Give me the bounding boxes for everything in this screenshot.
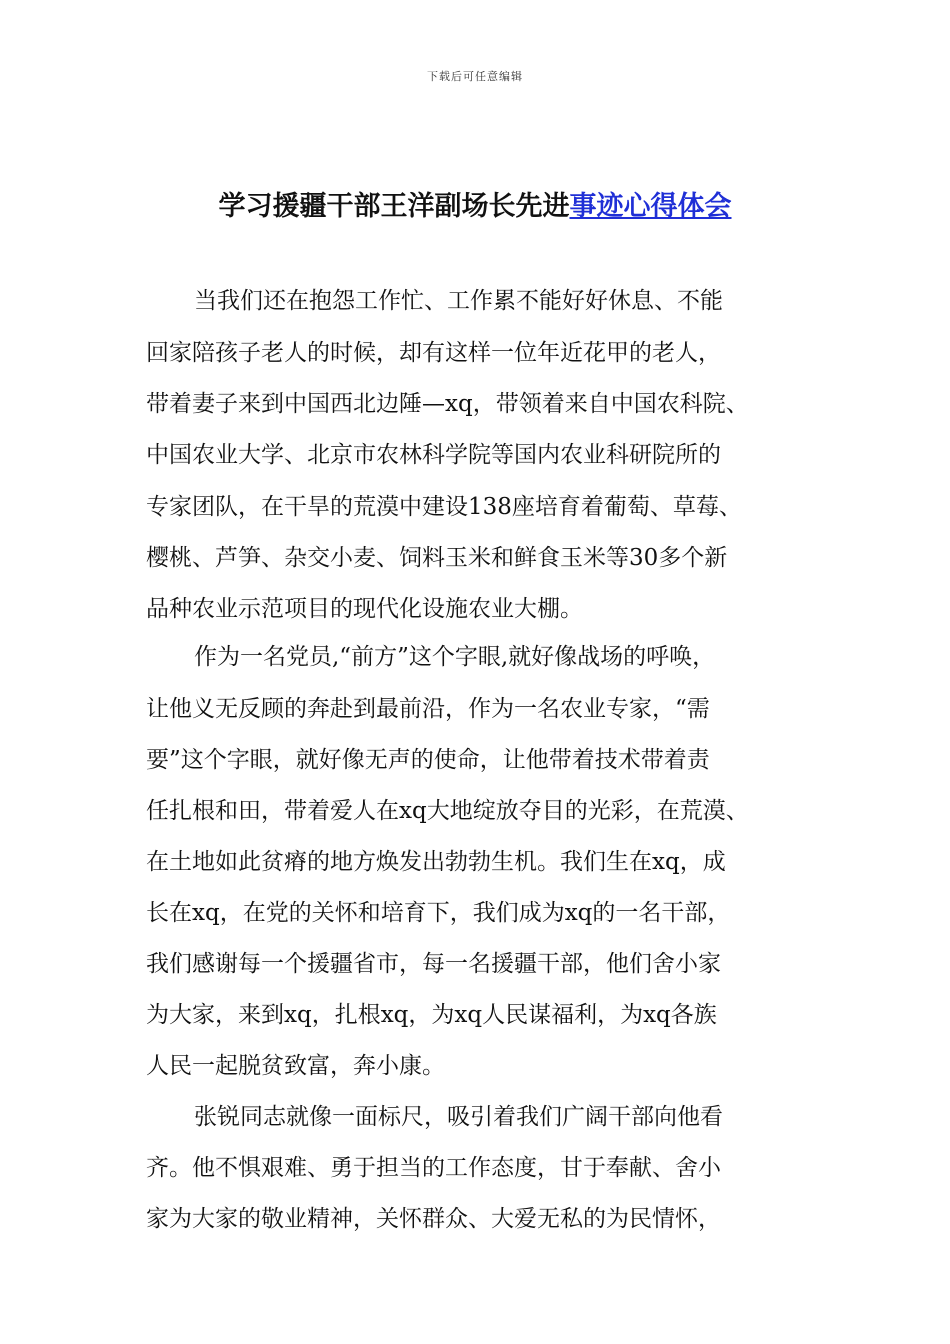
paragraph-1-line-5: 专家团队，在干旱的荒漠中建设138座培育着葡萄、草莓、 <box>146 494 742 520</box>
paragraph-2-line-6: 长在xq，在党的关怀和培育下，我们成为xq的一名干部， <box>146 900 731 926</box>
paragraph-2-line-3: 要”这个字眼，就好像无声的使命，让他带着技术带着责 <box>146 747 710 773</box>
paragraph-2-line-4: 任扎根和田，带着爱人在xq大地绽放夺目的光彩，在荒漠、 <box>146 798 749 824</box>
paragraph-2-line-2: 让他义无反顾的奔赴到最前沿，作为一名农业专家，“需 <box>146 696 710 722</box>
paragraph-3-line-2: 齐。他不惧艰难、勇于担当的工作态度，甘于奉献、舍小 <box>146 1155 721 1181</box>
paragraph-2-line-1: 作为一名党员,“前方”这个字眼,就好像战场的呼唤， <box>194 644 716 670</box>
paragraph-1-line-3: 带着妻子来到中国西北边陲—xq，带领着来自中国农科院、 <box>146 391 749 417</box>
document-title <box>0 184 950 223</box>
paragraph-1-line-1: 当我们还在抱怨工作忙、工作累不能好好休息、不能 <box>194 288 723 314</box>
title-text: 学习援疆干部王洋副场长先进 <box>218 191 570 222</box>
paragraph-1-line-4: 中国农业大学、北京市农林科学院等国内农业科研院所的 <box>146 442 721 468</box>
paragraph-2-line-7: 我们感谢每一个援疆省市，每一名援疆干部，他们舍小家 <box>146 951 721 977</box>
paragraph-1-line-2: 回家陪孩子老人的时候，却有这样一位年近花甲的老人， <box>146 340 721 366</box>
paragraph-2-line-5: 在土地如此贫瘠的地方焕发出勃勃生机。我们生在xq，成 <box>146 849 726 875</box>
paragraph-2-line-8: 为大家，来到xq，扎根xq，为xq人民谋福利，为xq各族 <box>146 1002 717 1028</box>
paragraph-1-line-7: 品种农业示范项目的现代化设施农业大棚。 <box>146 596 583 622</box>
title-link[interactable]: 事迹心得体会 <box>569 191 732 222</box>
paragraph-3-line-3: 家为大家的敬业精神，关怀群众、大爱无私的为民情怀， <box>146 1206 721 1232</box>
paragraph-2-line-9: 人民一起脱贫致富，奔小康。 <box>146 1053 445 1079</box>
paragraph-3-line-1: 张锐同志就像一面标尺，吸引着我们广阔干部向他看 <box>194 1104 723 1130</box>
paragraph-1-line-6: 樱桃、芦笋、杂交小麦、饲料玉米和鲜食玉米等30多个新 <box>146 545 728 571</box>
page-header-note: 下载后可任意编辑 <box>427 70 523 83</box>
